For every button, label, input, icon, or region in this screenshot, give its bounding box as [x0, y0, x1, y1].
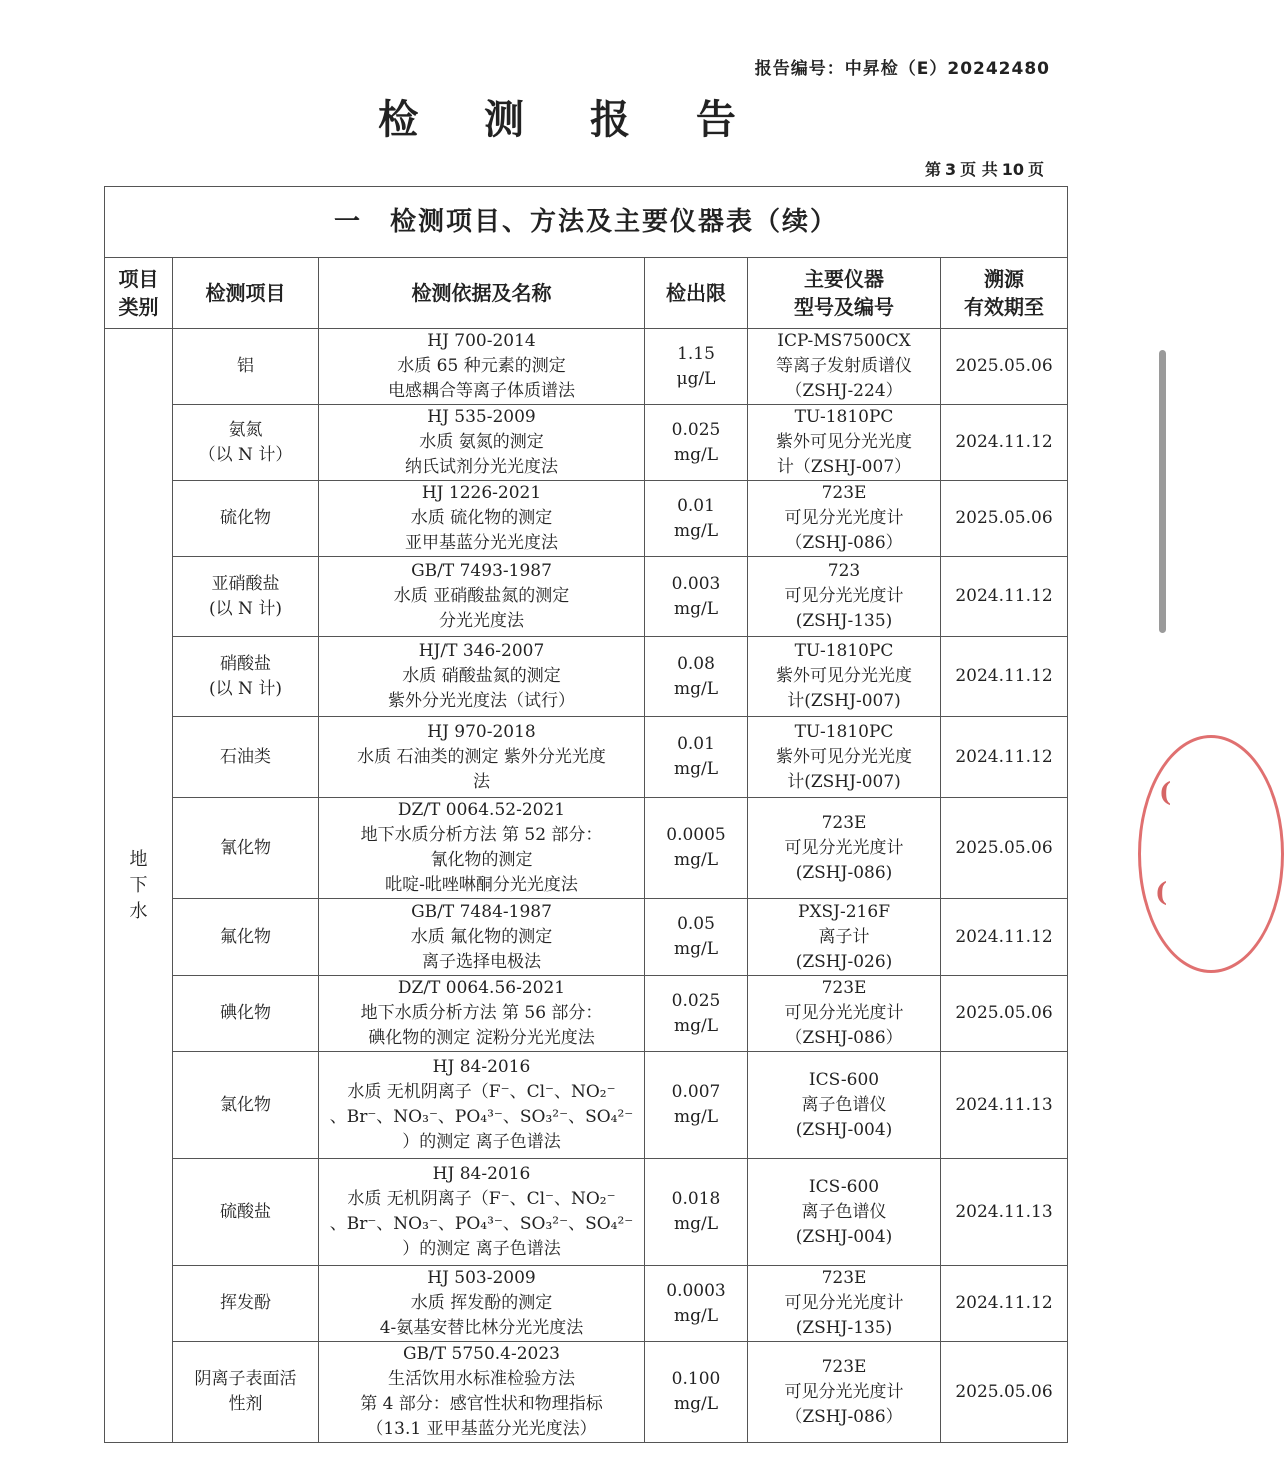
instrument-cell: 723E 可见分光光度计 （ZSHJ-086） — [748, 976, 941, 1052]
validity-cell: 2025.05.06 — [941, 329, 1068, 405]
instrument-cell: ICP-MS7500CX 等离子发射质谱仪 （ZSHJ-224） — [748, 329, 941, 405]
header-method: 检测依据及名称 — [319, 258, 645, 329]
method-cell: DZ/T 0064.52-2021 地下水质分析方法 第 52 部分： 氰化物的测定 吡啶-吡唑啉酮分光光度法 — [319, 798, 645, 899]
method-cell: HJ 535-2009 水质 氨氮的测定 纳氏试剂分光光度法 — [319, 405, 645, 481]
page-title: 检 测 报 告 — [378, 97, 762, 143]
table-row — [105, 481, 1068, 557]
item-cell: 石油类 — [173, 717, 319, 798]
item-cell: 碘化物 — [173, 976, 319, 1052]
header-item: 检测项目 — [173, 258, 319, 329]
table-row — [105, 1266, 1068, 1342]
table-header-row — [105, 258, 1068, 329]
item-cell: 挥发酚 — [173, 1266, 319, 1342]
method-cell: HJ 503-2009 水质 挥发酚的测定 4-氨基安替比林分光光度法 — [319, 1266, 645, 1342]
method-cell: HJ 84-2016 水质 无机阴离子（F⁻、Cl⁻、NO₂⁻ 、Br⁻、NO₃⁻、PO₄³⁻、SO₃²⁻、SO₄²⁻ ）的测定 离子色谱法 — [319, 1159, 645, 1266]
validity-cell: 2024.11.12 — [941, 717, 1068, 798]
red-seal-stamp: ( ( — [1138, 735, 1284, 973]
instrument-cell: ICS-600 离子色谱仪 (ZSHJ-004) — [748, 1159, 941, 1266]
instrument-cell: 723E 可见分光光度计 （ZSHJ-086） — [748, 481, 941, 557]
validity-cell: 2024.11.12 — [941, 899, 1068, 976]
limit-cell: 0.01 mg/L — [645, 717, 748, 798]
method-cell: HJ 1226-2021 水质 硫化物的测定 亚甲基蓝分光光度法 — [319, 481, 645, 557]
table-row — [105, 976, 1068, 1052]
table-row — [105, 798, 1068, 899]
instrument-cell: PXSJ-216F 离子计 (ZSHJ-026) — [748, 899, 941, 976]
item-cell: 氟化物 — [173, 899, 319, 976]
page-current: 3 — [945, 160, 957, 179]
page-suffix: 页 — [1027, 160, 1044, 179]
header-validity: 溯源 有效期至 — [941, 258, 1068, 329]
item-cell: 铝 — [173, 329, 319, 405]
item-cell: 硫化物 — [173, 481, 319, 557]
limit-cell: 0.0005 mg/L — [645, 798, 748, 899]
validity-cell: 2024.11.12 — [941, 557, 1068, 637]
instrument-cell: 723E 可见分光光度计 （ZSHJ-086） — [748, 1342, 941, 1443]
validity-cell: 2024.11.12 — [941, 637, 1068, 717]
validity-cell: 2025.05.06 — [941, 481, 1068, 557]
header-category: 项目 类别 — [105, 258, 173, 329]
limit-cell: 0.0003 mg/L — [645, 1266, 748, 1342]
limit-cell: 1.15 μg/L — [645, 329, 748, 405]
table-row — [105, 1159, 1068, 1266]
instrument-cell: 723E 可见分光光度计 (ZSHJ-135) — [748, 1266, 941, 1342]
method-cell: HJ/T 346-2007 水质 硝酸盐氮的测定 紫外分光光度法（试行） — [319, 637, 645, 717]
limit-cell: 0.007 mg/L — [645, 1052, 748, 1159]
validity-cell: 2024.11.12 — [941, 1266, 1068, 1342]
table-row — [105, 1342, 1068, 1443]
item-cell: 阴离子表面活 性剂 — [173, 1342, 319, 1443]
method-cell: GB/T 5750.4-2023 生活饮用水标准检验方法 第 4 部分：感官性状和物理指标 （13.1 亚甲基蓝分光光度法） — [319, 1342, 645, 1443]
page-total: 10 — [1001, 160, 1024, 179]
validity-cell: 2025.05.06 — [941, 976, 1068, 1052]
method-table-container — [104, 186, 1067, 1443]
header-limit: 检出限 — [645, 258, 748, 329]
table-row — [105, 717, 1068, 798]
scrollbar-thumb[interactable] — [1159, 350, 1166, 633]
limit-cell: 0.01 mg/L — [645, 481, 748, 557]
item-cell: 硝酸盐 (以 N 计) — [173, 637, 319, 717]
method-cell: GB/T 7493-1987 水质 亚硝酸盐氮的测定 分光光度法 — [319, 557, 645, 637]
item-cell: 氰化物 — [173, 798, 319, 899]
instrument-cell: 723 可见分光光度计 (ZSHJ-135) — [748, 557, 941, 637]
instrument-cell: TU-1810PC 紫外可见分光光度 计(ZSHJ-007) — [748, 717, 941, 798]
table-row — [105, 899, 1068, 976]
section-title: 一 检测项目、方法及主要仪器表（续） — [105, 187, 1068, 258]
limit-cell: 0.05 mg/L — [645, 899, 748, 976]
page-number — [923, 157, 1046, 180]
validity-cell: 2025.05.06 — [941, 1342, 1068, 1443]
validity-cell: 2024.11.13 — [941, 1159, 1068, 1266]
method-table — [104, 186, 1068, 1443]
method-cell: HJ 700-2014 水质 65 种元素的测定 电感耦合等离子体质谱法 — [319, 329, 645, 405]
item-cell: 氨氮 （以 N 计） — [173, 405, 319, 481]
report-number: 报告编号：中昇检（E）20242480 — [754, 59, 1050, 79]
item-cell: 氯化物 — [173, 1052, 319, 1159]
method-cell: HJ 970-2018 水质 石油类的测定 紫外分光光度 法 — [319, 717, 645, 798]
table-row — [105, 329, 1068, 405]
table-row — [105, 637, 1068, 717]
category-cell: 地 下 水 — [105, 329, 173, 1443]
table-row — [105, 405, 1068, 481]
validity-cell: 2025.05.06 — [941, 798, 1068, 899]
validity-cell: 2024.11.12 — [941, 405, 1068, 481]
limit-cell: 0.025 mg/L — [645, 405, 748, 481]
limit-cell: 0.08 mg/L — [645, 637, 748, 717]
method-cell: DZ/T 0064.56-2021 地下水质分析方法 第 56 部分： 碘化物的测定 淀粉分光光度法 — [319, 976, 645, 1052]
table-row — [105, 1052, 1068, 1159]
method-cell: HJ 84-2016 水质 无机阴离子（F⁻、Cl⁻、NO₂⁻ 、Br⁻、NO₃⁻、PO₄³⁻、SO₃²⁻、SO₄²⁻ ）的测定 离子色谱法 — [319, 1052, 645, 1159]
item-cell: 亚硝酸盐 (以 N 计) — [173, 557, 319, 637]
item-cell: 硫酸盐 — [173, 1159, 319, 1266]
validity-cell: 2024.11.13 — [941, 1052, 1068, 1159]
page-prefix: 第 — [924, 160, 941, 179]
table-row — [105, 557, 1068, 637]
instrument-cell: 723E 可见分光光度计 (ZSHJ-086) — [748, 798, 941, 899]
instrument-cell: TU-1810PC 紫外可见分光光度 计（ZSHJ-007） — [748, 405, 941, 481]
page-mid: 页 共 — [960, 160, 998, 179]
instrument-cell: TU-1810PC 紫外可见分光光度 计(ZSHJ-007) — [748, 637, 941, 717]
instrument-cell: ICS-600 离子色谱仪 (ZSHJ-004) — [748, 1052, 941, 1159]
limit-cell: 0.003 mg/L — [645, 557, 748, 637]
method-cell: GB/T 7484-1987 水质 氟化物的测定 离子选择电极法 — [319, 899, 645, 976]
limit-cell: 0.100 mg/L — [645, 1342, 748, 1443]
header-instrument: 主要仪器 型号及编号 — [748, 258, 941, 329]
limit-cell: 0.025 mg/L — [645, 976, 748, 1052]
limit-cell: 0.018 mg/L — [645, 1159, 748, 1266]
